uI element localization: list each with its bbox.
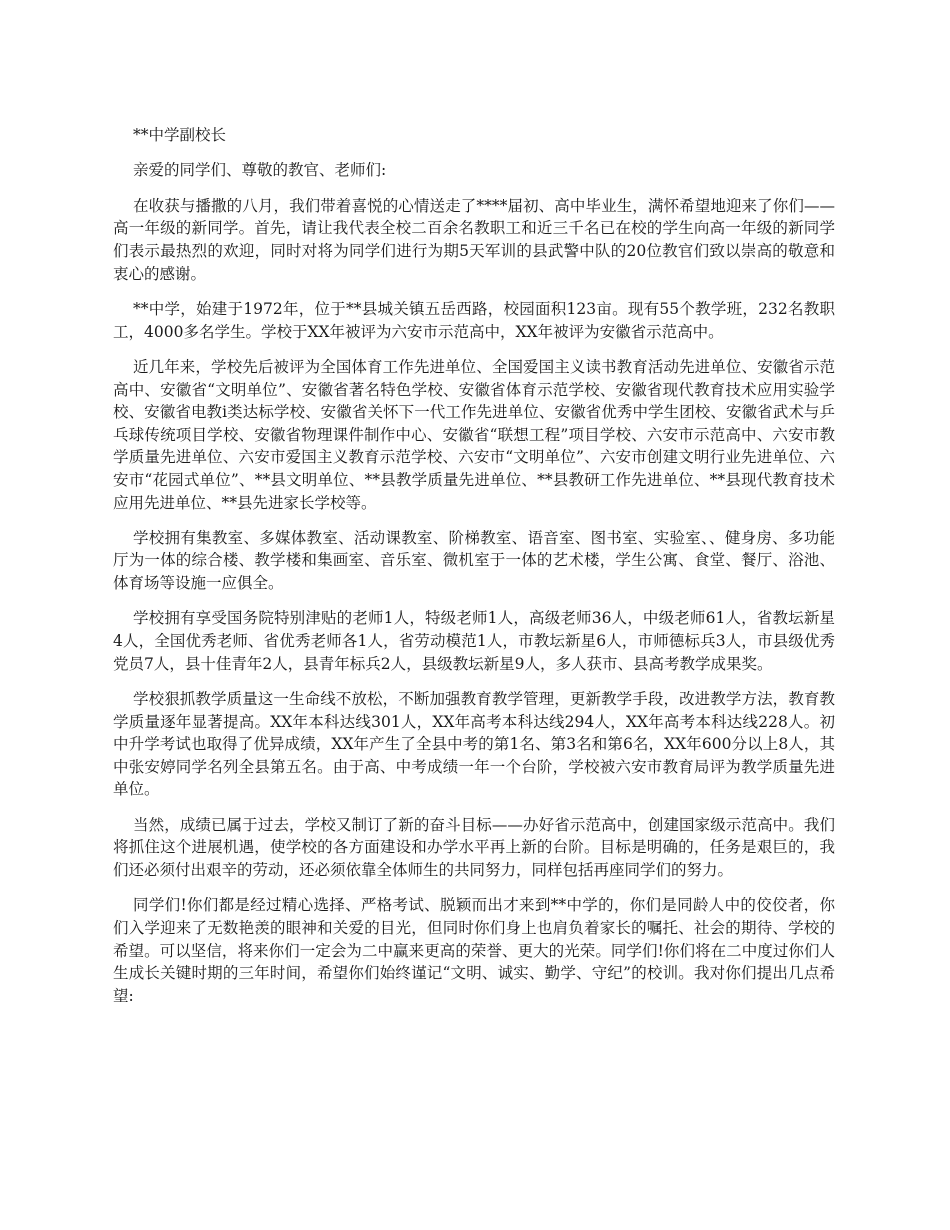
paragraph-teachers: 学校拥有享受国务院特别津贴的老师1人，特级老师1人，高级老师36人，中级老师61人，省教坛新星4人，全国优秀老师、省优秀老师各1人，省劳动模范1人，市教坛新星6人，市师德标兵3人，市县级优秀党员7人，县十佳青年2人，县青年标兵2人，县级教坛新星9人，多人获市、县高考教学成果奖。 (113, 609, 835, 673)
paragraph-goals: 当然，成绩已属于过去，学校又制订了新的奋斗目标——办好省示范高中，创建国家级示范高中。我们将抓住这个进展机遇，使学校的各方面建设和办学水平再上新的台阶。目标是明确的，任务是艰巨的，我们还必须付出艰辛的劳动，还必须依靠全体师生的共同努力，同样包括再座同学们的努力。 (113, 815, 835, 879)
author-title: **中学副校长 (133, 126, 227, 144)
paragraph-quality: 学校狠抓教学质量这一生命线不放松，不断加强教育教学管理，更新教学手段，改进教学方法，教育教学质量逐年显著提高。XX年本科达线301人，XX年高考本科达线294人，XX年高考本科达线228人。初中升学考试也取得了优异成绩，XX年产生了全县中考的第1名、第3名和第6名，XX年600分以上8人，其中张安婷同学名列全县第五名。由于高、中考成绩一年一个台阶，学校被六安市教育局评为教学质量先进单位。 (113, 690, 835, 799)
salutation: 亲爱的同学们、尊敬的教官、老师们: (133, 161, 387, 180)
paragraph-hopes: 同学们!你们都是经过精心选择、严格考试、脱颖而出才来到**中学的，你们是同龄人中的佼佼者，你们入学迎来了无数艳羡的眼神和关爱的目光，但同时你们身上也肩负着家长的嘱托、社会的期待、学校的希望。可以坚信，将来你们一定会为二中赢来更高的荣誉、更大的光荣。同学们!你们将在二中度过你们人生成长关键时期的三年时间，希望你们始终谨记“文明、诚实、勤学、守纪”的校训。我对你们提出几点希望: (113, 896, 835, 1005)
paragraph-welcome: 在收获与播撒的八月，我们带着喜悦的心情送走了****届初、高中毕业生，满怀希望地迎来了你们——高一年级的新同学。首先，请让我代表全校二百余名教职工和近三千名已在校的学生向高一年级的新同学们表示最热烈的欢迎，同时对将为同学们进行为期5天军训的县武警中队的20位教官们致以崇高的敬意和衷心的感谢。 (113, 196, 835, 283)
paragraph-school-intro: **中学，始建于1972年，位于**县城关镇五岳西路，校园面积123亩。现有55个教学班，232名教职工，4000多名学生。学校于XX年被评为六安市示范高中，XX年被评为安徽省示范高中。 (113, 299, 835, 341)
paragraph-facilities: 学校拥有集教室、多媒体教室、活动课教室、阶梯教室、语音室、图书室、实验室、、健身房、多功能厅为一体的综合楼、教学楼和集画室、音乐室、微机室于一体的艺术楼，学生公寓、食堂、餐厅、浴池、体育场等设施一应俱全。 (113, 528, 835, 593)
paragraph-honors: 近几年来，学校先后被评为全国体育工作先进单位、全国爱国主义读书教育活动先进单位、安徽省示范高中、安徽省“文明单位”、安徽省著名特色学校、安徽省体育示范学校、安徽省现代教育技术应用实验学校、安徽省电教i类达标学校、安徽省关怀下一代工作先进单位、安徽省优秀中学生团校、安徽省武术与乒乓球传统项目学校、安徽省物理课件制作中心、安徽省“联想工程”项目学校、六安市示范高中、六安市教学质量先进单位、六安市爱国主义教育示范学校、六安市“文明单位”、六安市创建文明行业先进单位、六安市“花园式单位”、**县文明单位、**县教学质量先进单位、**县教研工作先进单位、**县现代教育技术应用先进单位、**县先进家长学校等。 (113, 357, 835, 512)
document-body (113, 124, 835, 1020)
